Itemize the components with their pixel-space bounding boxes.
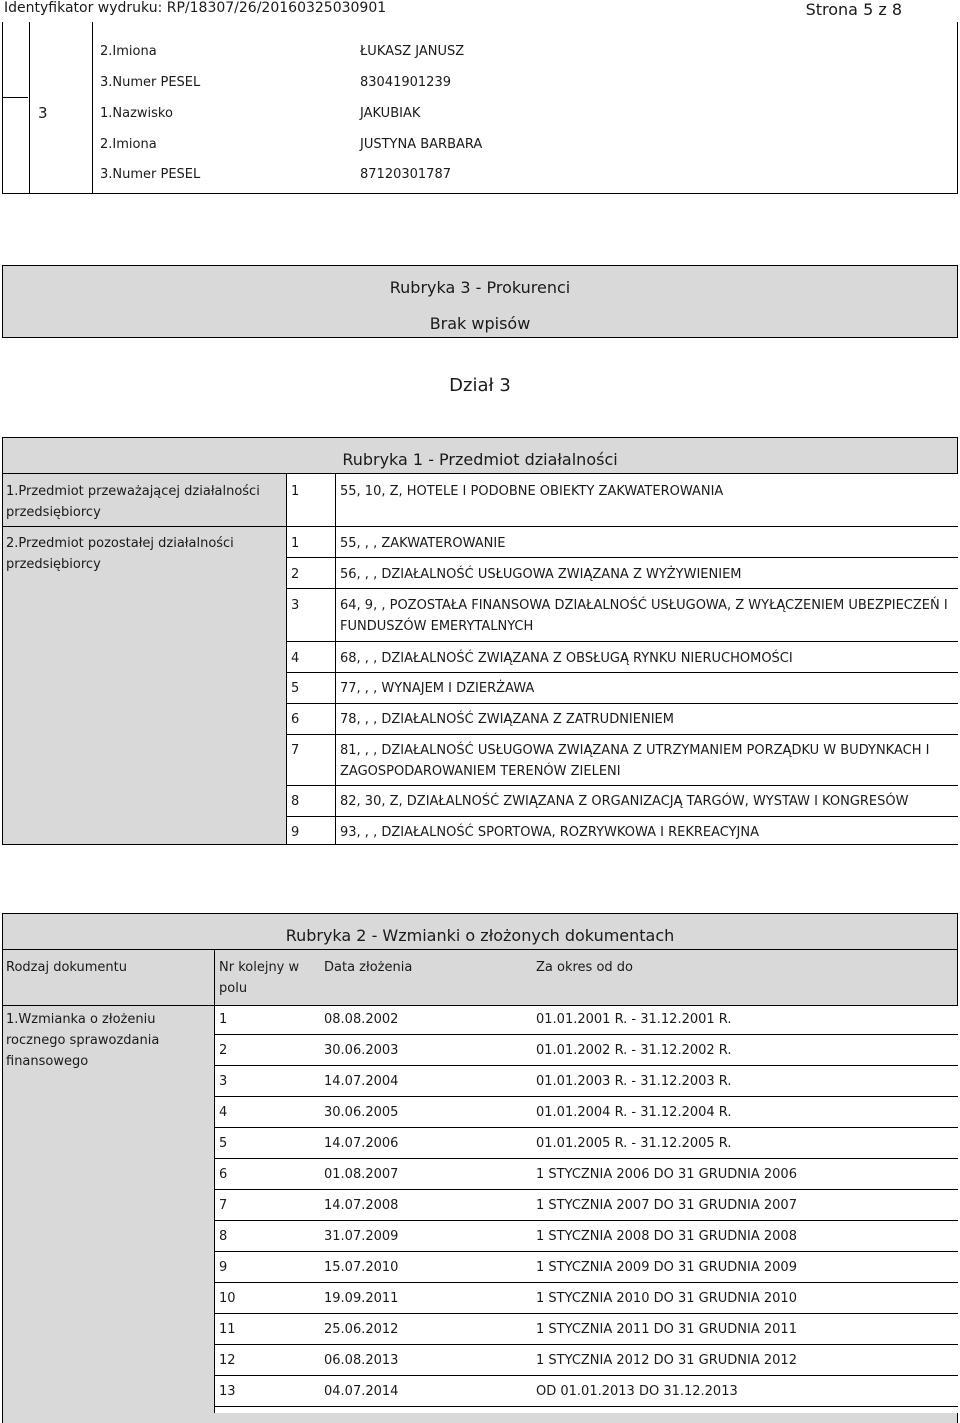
- other-activity-text: 77, , , WYNAJEM I DZIERŻAWA: [340, 681, 535, 696]
- row-period: 1 STYCZNIA 2009 DO 31 GRUDNIA 2009: [536, 1260, 797, 1275]
- row-period: OD 01.01.2013 DO 31.12.2013: [536, 1384, 738, 1399]
- other-activity-no: 3: [291, 598, 300, 613]
- other-activity-text: 68, , , DZIAŁALNOŚĆ ZWIĄZANA Z OBSŁUGĄ RYNKU NIERUCHOMOŚCI: [340, 651, 793, 666]
- partner-value: JUSTYNA BARBARA: [360, 137, 483, 152]
- other-activity-text: 64, 9, , POZOSTAŁA FINANSOWA DZIAŁALNOŚĆ USŁUGOWA, Z WYŁĄCZENIEM UBEZPIECZEŃ I FUNDUSZÓW EMERYTALNYCH: [340, 598, 948, 634]
- row-date: 30.06.2005: [324, 1105, 399, 1120]
- dzial-title: Dział 3: [449, 375, 511, 396]
- row-period: 1 STYCZNIA 2011 DO 31 GRUDNIA 2011: [536, 1322, 797, 1337]
- partner-label: 3.Numer PESEL: [100, 75, 201, 90]
- other-activity-text: 56, , , DZIAŁALNOŚĆ USŁUGOWA ZWIĄZANA Z WYŻYWIENIEM: [340, 567, 742, 582]
- partner-label: 2.Imiona: [100, 44, 157, 59]
- przedmiot-title: Rubryka 1 - Przedmiot działalności: [342, 450, 618, 469]
- print-identifier: Identyfikator wydruku: RP/18307/26/20160325030901: [4, 0, 387, 16]
- row-no: 3: [219, 1074, 228, 1089]
- partner-label: 2.Imiona: [100, 137, 157, 152]
- row-period: 01.01.2001 R. - 31.12.2001 R.: [536, 1012, 732, 1027]
- prokurenci-section: [2, 265, 958, 338]
- partner-number: 3: [38, 104, 48, 122]
- row-period: 01.01.2005 R. - 31.12.2005 R.: [536, 1136, 732, 1151]
- row-no: 8: [219, 1229, 228, 1244]
- row-no: 9: [219, 1260, 228, 1275]
- partner-value: JAKUBIAK: [360, 106, 421, 121]
- other-activity-no: 5: [291, 681, 300, 696]
- partner-label: 3.Numer PESEL: [100, 167, 201, 182]
- row-no: 4: [219, 1105, 228, 1120]
- column-header: Nr kolejny w polu: [219, 960, 300, 996]
- row-no: 5: [219, 1136, 228, 1151]
- row-no: 7: [219, 1198, 228, 1213]
- row-date: 15.07.2010: [324, 1260, 399, 1275]
- row-date: 19.09.2011: [324, 1291, 399, 1306]
- other-activity-no: 2: [291, 567, 300, 582]
- row-date: 25.06.2012: [324, 1322, 399, 1337]
- column-header: Za okres od do: [536, 960, 633, 975]
- main-activity-label: 1.Przedmiot przeważającej działalności przedsiębiorcy: [6, 484, 260, 520]
- other-activity-no: 7: [291, 743, 300, 758]
- row-period: 1 STYCZNIA 2010 DO 31 GRUDNIA 2010: [536, 1291, 797, 1306]
- document-type: 1.Wzmianka o złożeniu rocznego sprawozdania finansowego: [6, 1012, 160, 1069]
- row-date: 01.08.2007: [324, 1167, 399, 1182]
- other-activity-no: 6: [291, 712, 300, 727]
- row-period: 1 STYCZNIA 2008 DO 31 GRUDNIA 2008: [536, 1229, 797, 1244]
- prokurenci-title: Rubryka 3 - Prokurenci: [389, 278, 571, 297]
- row-no: 11: [219, 1322, 236, 1337]
- other-activity-text: 81, , , DZIAŁALNOŚĆ USŁUGOWA ZWIĄZANA Z UTRZYMANIEM PORZĄDKU W BUDYNKACH I ZAGOSPODAROWANIEM TERENÓW ZIELENI: [340, 743, 930, 779]
- row-no: 12: [219, 1353, 236, 1368]
- row-no: 1: [219, 1012, 228, 1027]
- row-date: 30.06.2003: [324, 1043, 399, 1058]
- row-date: 14.07.2004: [324, 1074, 399, 1089]
- other-activity-no: 4: [291, 651, 300, 666]
- row-period: 1 STYCZNIA 2012 DO 31 GRUDNIA 2012: [536, 1353, 797, 1368]
- main-activity-no: 1: [291, 484, 300, 499]
- page-number: Strona 5 z 8: [805, 0, 902, 19]
- other-activity-label: 2.Przedmiot pozostałej działalności przedsiębiorcy: [6, 536, 234, 572]
- row-no: 2: [219, 1043, 228, 1058]
- row-period: 1 STYCZNIA 2006 DO 31 GRUDNIA 2006: [536, 1167, 797, 1182]
- other-activity-no: 9: [291, 825, 300, 840]
- row-date: 04.07.2014: [324, 1384, 399, 1399]
- row-no: 6: [219, 1167, 228, 1182]
- main-activity-text: 55, 10, Z, HOTELE I PODOBNE OBIEKTY ZAKWATEROWANIA: [340, 484, 724, 499]
- other-activity-text: 78, , , DZIAŁALNOŚĆ ZWIĄZANA Z ZATRUDNIENIEM: [340, 712, 674, 727]
- row-date: 08.08.2002: [324, 1012, 399, 1027]
- other-activity-no: 1: [291, 536, 300, 551]
- partner-value: 83041901239: [360, 75, 451, 90]
- row-no: 13: [219, 1384, 236, 1399]
- row-date: 06.08.2013: [324, 1353, 399, 1368]
- partner-value: ŁUKASZ JANUSZ: [360, 44, 465, 59]
- other-activity-text: 55, , , ZAKWATEROWANIE: [340, 536, 506, 551]
- other-activity-text: 93, , , DZIAŁALNOŚĆ SPORTOWA, ROZRYWKOWA I REKREACYJNA: [340, 825, 759, 840]
- row-period: 01.01.2004 R. - 31.12.2004 R.: [536, 1105, 732, 1120]
- row-period: 01.01.2002 R. - 31.12.2002 R.: [536, 1043, 732, 1058]
- row-no: 10: [219, 1291, 236, 1306]
- column-header: Data złożenia: [324, 960, 413, 975]
- partner-label: 1.Nazwisko: [100, 106, 173, 121]
- other-activity-text: 82, 30, Z, DZIAŁALNOŚĆ ZWIĄZANA Z ORGANIZACJĄ TARGÓW, WYSTAW I KONGRESÓW: [340, 794, 909, 809]
- prokurenci-empty: Brak wpisów: [429, 314, 531, 333]
- wzmianki-title: Rubryka 2 - Wzmianki o złożonych dokumentach: [285, 926, 675, 945]
- partner-value: 87120301787: [360, 167, 451, 182]
- column-header: Rodzaj dokumentu: [6, 960, 127, 975]
- row-period: 1 STYCZNIA 2007 DO 31 GRUDNIA 2007: [536, 1198, 797, 1213]
- row-date: 31.07.2009: [324, 1229, 399, 1244]
- other-activity-no: 8: [291, 794, 300, 809]
- row-date: 14.07.2008: [324, 1198, 399, 1213]
- row-date: 14.07.2006: [324, 1136, 399, 1151]
- row-period: 01.01.2003 R. - 31.12.2003 R.: [536, 1074, 732, 1089]
